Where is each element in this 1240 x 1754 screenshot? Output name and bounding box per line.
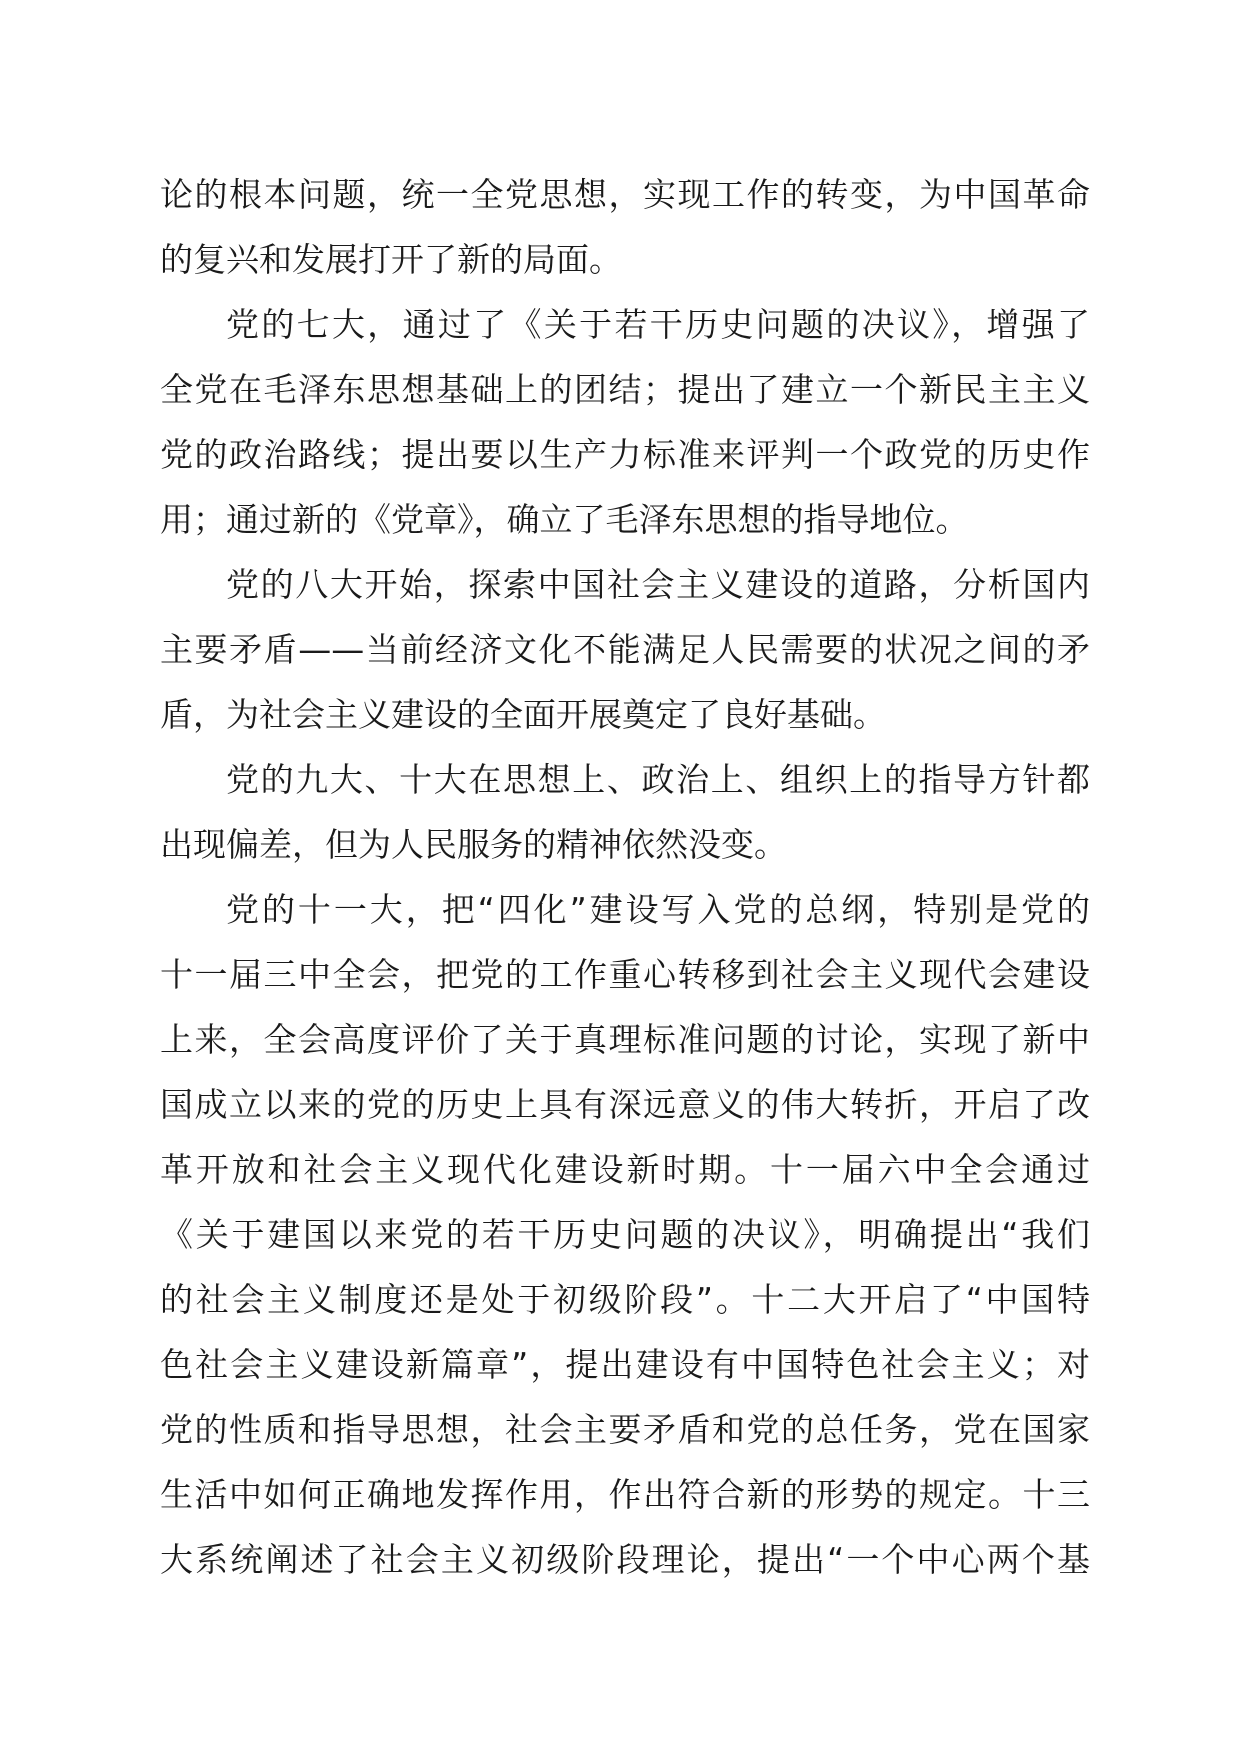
text-line: 盾，为社会主义建设的全面开展奠定了良好基础。 — [160, 695, 886, 734]
text-line: 用；通过新的《党章》，确立了毛泽东思想的指导地位。 — [160, 500, 969, 539]
text-line: 党的九大、十大在思想上、政治上、组织上的指导方针都 — [226, 760, 1090, 799]
paragraph — [160, 552, 1090, 747]
text-line: 国成立以来的党的历史上具有深远意义的伟大转折，开启了改 — [160, 1085, 1090, 1124]
text-line: 的复兴和发展打开了新的局面。 — [160, 240, 622, 279]
text-line: 党的十一大，把“四化”建设写入党的总纲，特别是党的 — [226, 890, 1090, 929]
text-line: 《关于建国以来党的若干历史问题的决议》，明确提出“我们 — [160, 1215, 1090, 1254]
paragraph — [160, 877, 1090, 1592]
text-line: 党的政治路线；提出要以生产力标准来评判一个政党的历史作 — [160, 435, 1090, 474]
text-line: 出现偏差，但为人民服务的精神依然没变。 — [160, 825, 787, 864]
text-line: 主要矛盾——当前经济文化不能满足人民需要的状况之间的矛 — [160, 630, 1090, 669]
text-line: 党的七大，通过了《关于若干历史问题的决议》，增强了 — [226, 305, 1090, 344]
text-line: 大系统阐述了社会主义初级阶段理论，提出“一个中心两个基 — [160, 1540, 1090, 1579]
text-line: 上来，全会高度评价了关于真理标准问题的讨论，实现了新中 — [160, 1020, 1090, 1059]
paragraph — [160, 747, 1090, 877]
text-line: 全党在毛泽东思想基础上的团结；提出了建立一个新民主主义 — [160, 370, 1090, 409]
text-line: 生活中如何正确地发挥作用，作出符合新的形势的规定。十三 — [160, 1475, 1090, 1514]
document-body — [160, 162, 1090, 1592]
text-line: 革开放和社会主义现代化建设新时期。十一届六中全会通过 — [160, 1150, 1090, 1189]
text-line: 党的八大开始，探索中国社会主义建设的道路，分析国内 — [226, 565, 1090, 604]
text-line: 色社会主义建设新篇章”，提出建设有中国特色社会主义；对 — [160, 1345, 1090, 1384]
text-line: 十一届三中全会，把党的工作重心转移到社会主义现代会建设 — [160, 955, 1090, 994]
text-line: 论的根本问题，统一全党思想，实现工作的转变，为中国革命 — [160, 175, 1090, 214]
text-line: 党的性质和指导思想，社会主要矛盾和党的总任务，党在国家 — [160, 1410, 1090, 1449]
paragraph — [160, 162, 1090, 292]
paragraph — [160, 292, 1090, 552]
text-line: 的社会主义制度还是处于初级阶段”。十二大开启了“中国特 — [160, 1280, 1090, 1319]
